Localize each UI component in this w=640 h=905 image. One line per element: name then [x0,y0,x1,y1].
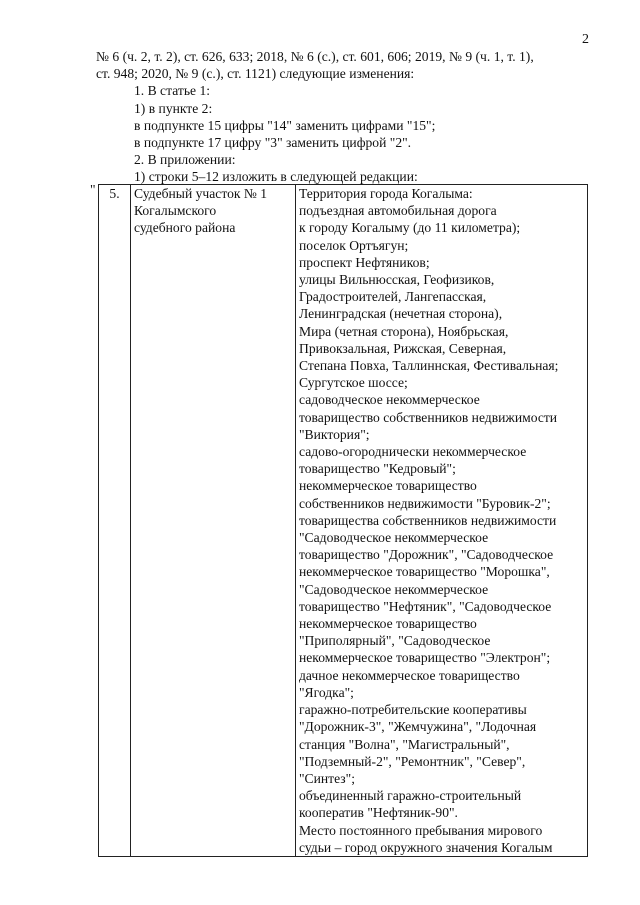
territory-line: улицы Вильнюсская, Геофизиков, [299,272,495,288]
intro-line: 1) строки 5–12 изложить в следующей редакции: [134,169,418,185]
territory-line: Территория города Когалыма: [299,186,473,201]
territory-line: объединенный гаражно-строительный [299,788,522,804]
territory-line: Мира (четная сторона), Ноябрьская, [299,323,509,339]
intro-line: 1) в пункте 2: [134,100,213,116]
territory-line: товарищество "Дорожник", "Садоводческое [299,547,554,563]
table-row [99,185,588,857]
territory-line: садово-огороднически некоммерческое [299,444,527,460]
territory-line: "Садоводческое некоммерческое [299,530,489,546]
territory-line: гаражно-потребительские кооперативы [299,702,527,718]
territory-line: Степана Повха, Таллиннская, Фестивальная; [299,358,559,374]
territory-line: некоммерческое товарищество [299,616,477,632]
territory-line: проспект Нефтяников; [299,254,430,270]
territory-line: "Дорожник-3", "Жемчужина", "Лодочная [299,719,537,735]
intro-text [96,48,596,186]
territory-line: "Садоводческое некоммерческое [299,581,489,597]
territory-line: товарищество "Кедровый"; [299,461,456,477]
territory-line: Сургутское шоссе; [299,375,408,391]
row-number: 5. [109,186,120,201]
district-name-line: Судебный участок № 1 [134,186,268,201]
opening-quote-mark: " [90,182,96,197]
territory-cell [296,185,588,857]
territory-line: товарищество собственников недвижимости [299,409,558,425]
territory-line: Место постоянного пребывания мирового [299,822,543,838]
intro-line: ст. 948; 2020, № 9 (с.), ст. 1121) следующие изменения: [96,66,415,82]
district-name-cell [131,185,296,857]
territory-line: кооператив "Нефтяник-90". [299,805,458,821]
territory-line: "Ягодка"; [299,684,354,700]
territory-line: подъездная автомобильная дорога [299,203,497,219]
district-name-line: Когалымского [134,203,217,219]
page-number: 2 [582,32,589,47]
territory-line: "Подземный-2", "Ремонтник", "Север", [299,753,526,769]
territory-line: садоводческое некоммерческое [299,392,480,408]
territory-line: станция "Волна", "Магистральный", [299,736,510,752]
territory-line: некоммерческое товарищество [299,478,477,494]
intro-line: в подпункте 17 цифру "3" заменить цифрой "2". [134,135,412,151]
territory-line: товарищества собственников недвижимости [299,512,557,528]
territory-line: дачное некоммерческое товарищество [299,667,520,683]
intro-line: 2. В приложении: [134,152,236,168]
territory-line: "Синтез"; [299,770,356,786]
district-name-line: судебного района [134,220,236,236]
territory-line: Привокзальная, Рижская, Северная, [299,340,507,356]
territory-line: собственников недвижимости "Буровик-2"; [299,495,551,511]
row-number-cell [99,185,131,857]
intro-line: 1. В статье 1: [134,83,211,99]
territory-line: товарищество "Нефтяник", "Садоводческое [299,598,552,614]
territory-line: Градостроителей, Лангепасская, [299,289,487,305]
court-district-table [98,184,588,857]
territory-line: "Виктория"; [299,426,370,442]
territory-line: некоммерческое товарищество "Электрон"; [299,650,551,666]
territory-line: "Приполярный", "Садоводческое [299,633,491,649]
territory-line: к городу Когалыму (до 11 километра); [299,220,521,236]
territory-line: судьи – город окружного значения Когалым [299,839,553,855]
territory-line: некоммерческое товарищество "Морошка", [299,564,550,580]
intro-line: № 6 (ч. 2, т. 2), ст. 626, 633; 2018, № 6 (с.), ст. 601, 606; 2019, № 9 (ч. 1, т. 1), [96,49,534,64]
territory-line: Ленинградская (нечетная сторона), [299,306,503,322]
territory-line: поселок Ортъягун; [299,237,409,253]
intro-line: в подпункте 15 цифры "14" заменить цифрами "15"; [134,117,436,133]
